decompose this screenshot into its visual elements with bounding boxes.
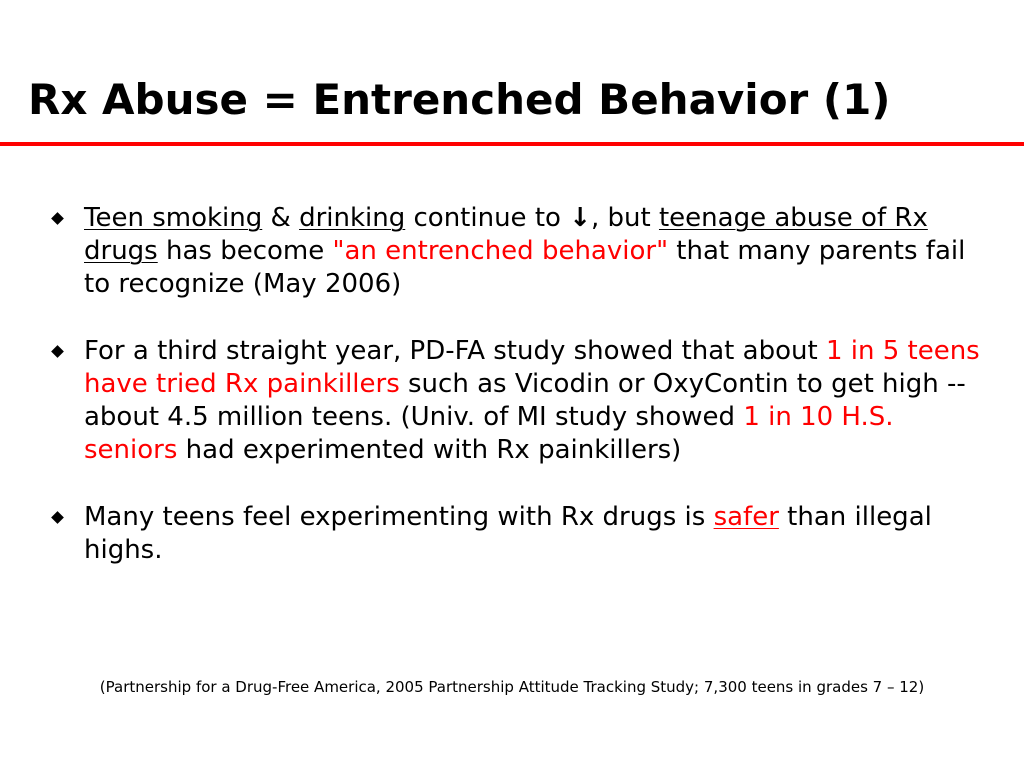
- text-run: than illegal highs.: [84, 502, 932, 565]
- text-run: that many parents fail to recognize (May 2006): [84, 236, 966, 299]
- bullet-text: [84, 336, 980, 465]
- text-run: &: [262, 203, 300, 233]
- text-run: teenage abuse of Rx drugs: [84, 203, 928, 266]
- bullet-list: [50, 202, 990, 567]
- text-run: has become: [157, 236, 333, 266]
- highlight-text: "an entrenched behavior": [332, 236, 669, 266]
- text-run: drinking: [299, 203, 406, 233]
- text-run: , but: [590, 203, 659, 233]
- text-run: had experimented with Rx painkillers): [177, 435, 682, 465]
- highlight-text: 1 in 5 teens have tried Rx painkillers: [84, 336, 980, 399]
- source-citation: (Partnership for a Drug-Free America, 2005 Partnership Attitude Tracking Study; 7,300 teens in grades 7 – 12): [99, 678, 925, 696]
- diamond-bullet-icon: [51, 212, 64, 225]
- text-run: Many teens feel experimenting with Rx drugs is: [84, 502, 714, 532]
- down-arrow-icon: ↓: [569, 203, 591, 233]
- text-run: Teen smoking: [84, 203, 263, 233]
- text-run: For a third straight year, PD-FA study showed that about: [84, 336, 826, 366]
- bullet-item: [50, 202, 990, 301]
- title-divider: [0, 142, 1024, 146]
- highlight-text: safer: [713, 502, 779, 532]
- diamond-bullet-icon: [51, 345, 64, 358]
- highlight-text: 1 in 10 H.S. seniors: [84, 402, 894, 465]
- bullet-item: [50, 335, 990, 467]
- bullet-text: [84, 203, 965, 299]
- text-run: continue to: [405, 203, 570, 233]
- text-run: such as Vicodin or OxyContin to get high -- about 4.5 million teens. (Univ. of MI study showed: [84, 369, 966, 432]
- bullet-item: [50, 501, 990, 567]
- slide-title: Rx Abuse = Entrenched Behavior (1): [28, 75, 891, 124]
- diamond-bullet-icon: [51, 511, 64, 524]
- bullet-text: [84, 502, 932, 565]
